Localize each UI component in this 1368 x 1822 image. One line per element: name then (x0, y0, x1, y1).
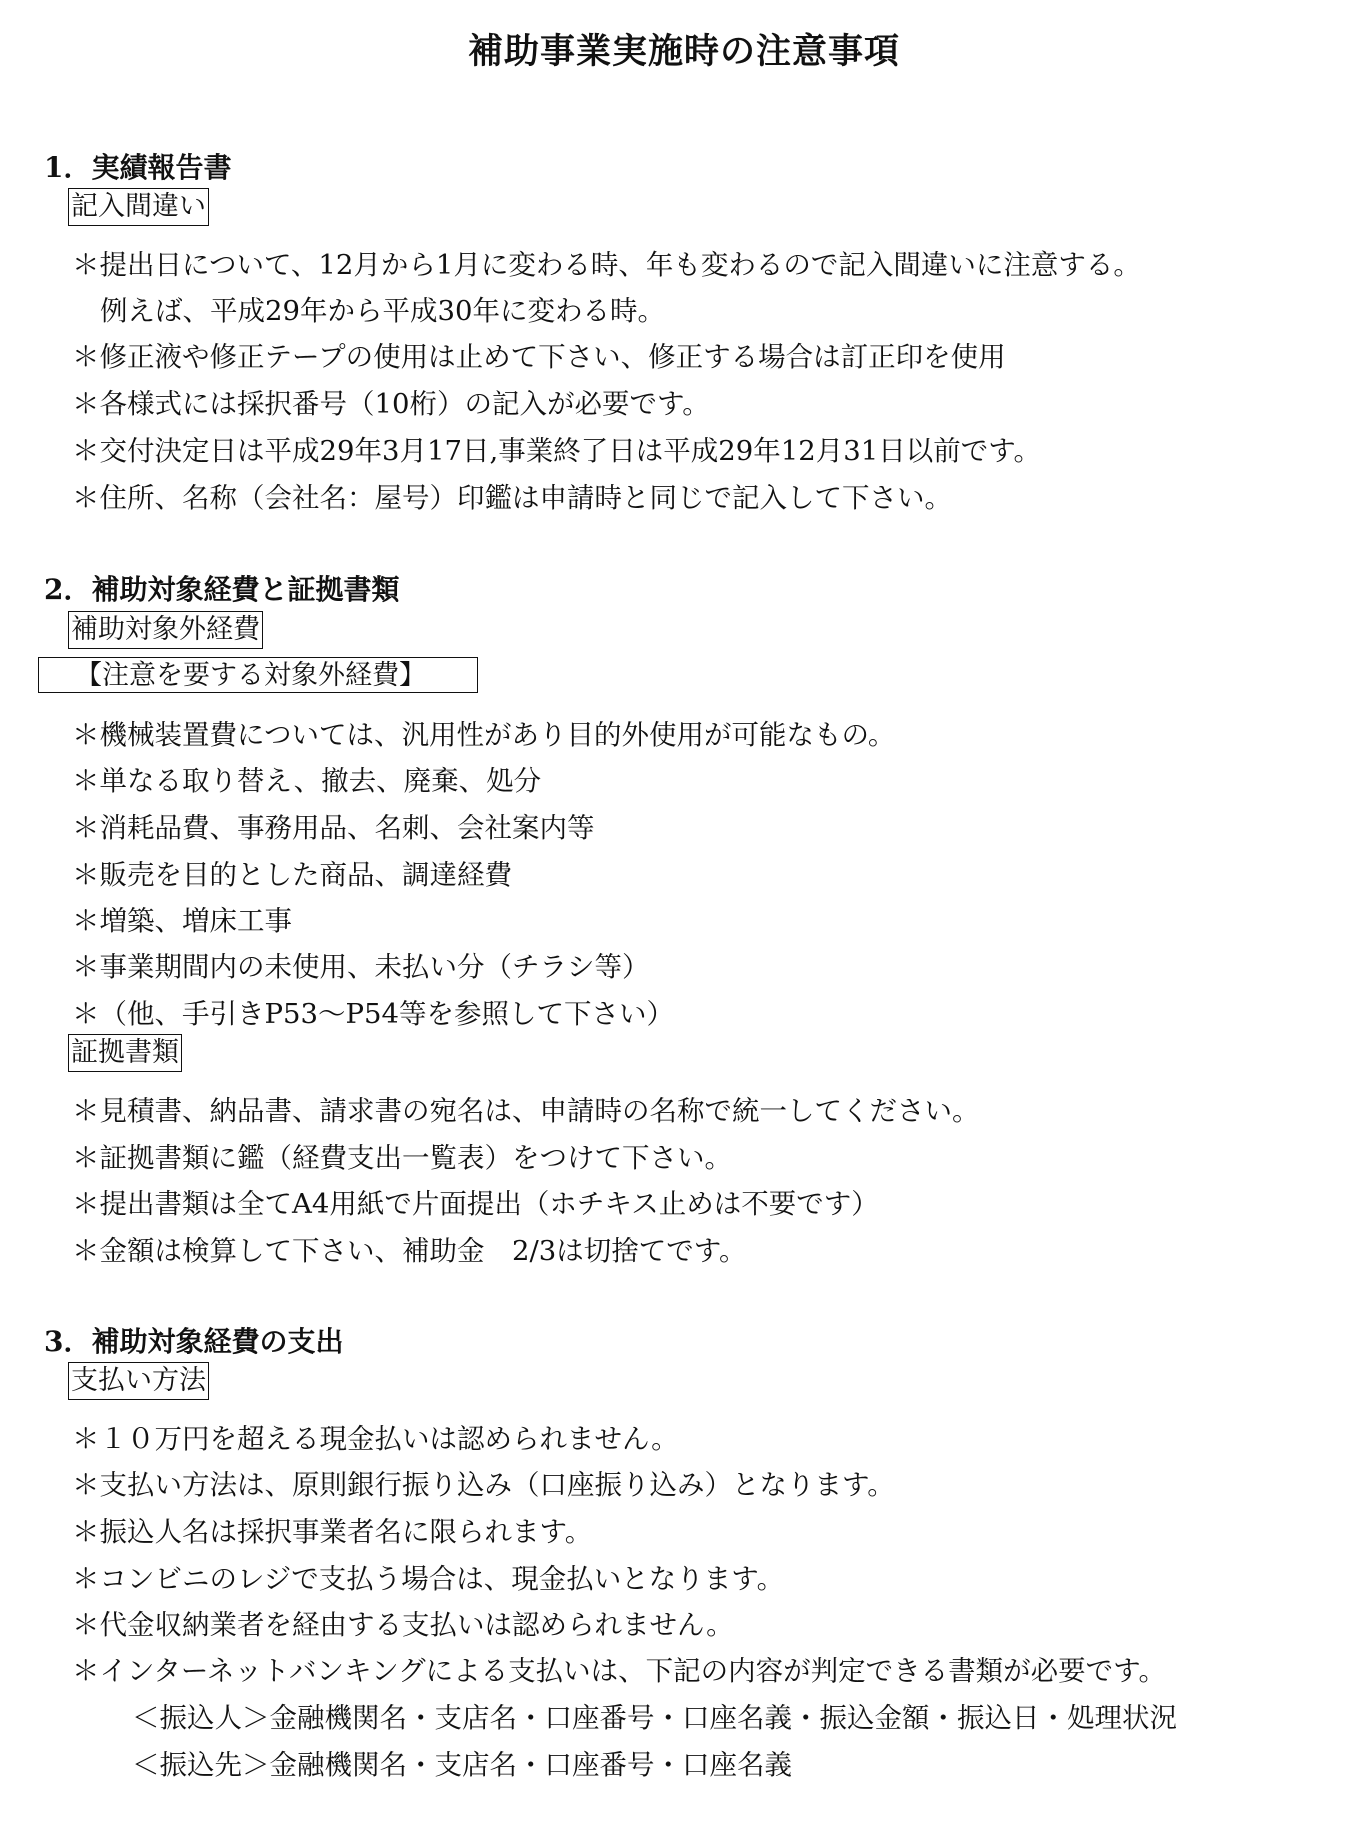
section-1-line: ＊提出日について、12月から1月に変わる時、年も変わるので記入間違いに注意する。 (72, 249, 1141, 281)
section-3-line: ＜振込人＞金融機関名・支店名・口座番号・口座名義・振込金額・振込日・処理状況 (132, 1702, 1177, 1734)
section-3-box-label: 支払い方法 (68, 1362, 209, 1400)
section-1-line: ＊住所、名称（会社名：屋号）印鑑は申請時と同じで記入して下さい。 (72, 482, 952, 514)
section-3-line: ＊コンビニのレジで支払う場合は、現金払いとなります。 (72, 1563, 785, 1595)
section-1-line: ＊各様式には採択番号（10桁）の記入が必要です。 (72, 388, 710, 420)
section-2-line: ＊見積書、納品書、請求書の宛名は、申請時の名称で統一してください。 (72, 1095, 980, 1127)
section-1-line: 例えば、平成29年から平成30年に変わる時。 (100, 295, 665, 327)
section-2-line: ＊販売を目的とした商品、調達経費 (72, 859, 512, 891)
section-2-line: ＊機械装置費については、汎用性があり目的外使用が可能なもの。 (72, 719, 896, 751)
section-1-line: ＊交付決定日は平成29年3月17日,事業終了日は平成29年12月31日以前です。 (72, 435, 1041, 467)
section-1-line: ＊修正液や修正テープの使用は止めて下さい、修正する場合は訂正印を使用 (72, 341, 1006, 373)
section-2-line: ＊提出書類は全てA4用紙で片面提出（ホチキス止めは不要です） (72, 1188, 879, 1220)
section-1-box-label: 記入間違い (68, 188, 209, 226)
section-2-line: ＊（他、手引きP53～P54等を参照して下さい） (72, 998, 674, 1030)
section-1-heading: 1．実績報告書 (44, 151, 232, 184)
section-2-line: ＊事業期間内の未使用、未払い分（チラシ等） (72, 951, 650, 983)
section-2-line: ＊金額は検算して下さい、補助金 2/3は切捨てです。 (72, 1235, 747, 1267)
section-3-heading: 3．補助対象経費の支出 (44, 1325, 344, 1358)
section-3-line: ＊インターネットバンキングによる支払いは、下記の内容が判定できる書類が必要です。 (72, 1655, 1166, 1687)
section-2-line: ＊消耗品費、事務用品、名刺、会社案内等 (72, 812, 595, 844)
section-3-line: ＊支払い方法は、原則銀行振り込み（口座振り込み）となります。 (72, 1469, 895, 1501)
section-3-line: ＊代金収納業者を経由する支払いは認められません。 (72, 1609, 734, 1641)
section-2-box-label: 証拠書類 (68, 1034, 182, 1072)
section-2-heading: 2．補助対象経費と証拠書類 (44, 573, 400, 606)
section-3-line: ＊１０万円を超える現金払いは認められません。 (72, 1423, 679, 1455)
section-2-line: ＊単なる取り替え、撤去、廃棄、処分 (72, 765, 542, 797)
section-2-box-label: 【注意を要する対象外経費】 (38, 657, 478, 693)
section-2-line: ＊証拠書類に鑑（経費支出一覧表）をつけて下さい。 (72, 1142, 732, 1174)
page-title: 補助事業実施時の注意事項 (467, 31, 900, 72)
section-3-line: ＜振込先＞金融機関名・支店名・口座番号・口座名義 (132, 1749, 792, 1781)
section-2-box-label: 補助対象外経費 (68, 611, 263, 649)
section-3-line: ＊振込人名は採択事業者名に限られます。 (72, 1516, 593, 1548)
section-2-line: ＊増築、増床工事 (72, 905, 292, 937)
